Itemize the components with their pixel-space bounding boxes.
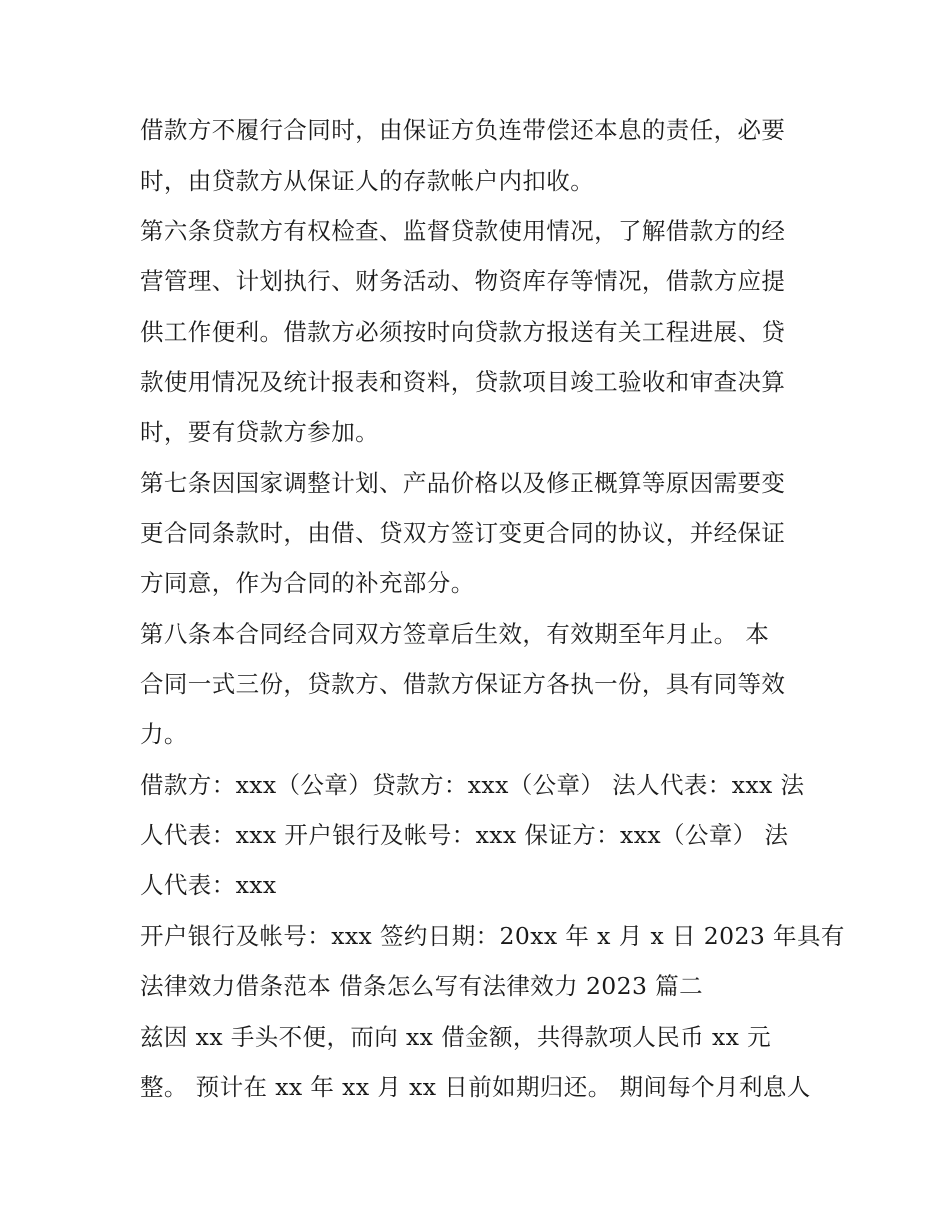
text-line: 人代表：xxx <box>140 871 277 899</box>
text-line: 时，由贷款方从保证人的存款帐户内扣收。 <box>140 167 595 195</box>
text-line: 第七条因国家调整计划、产品价格以及修正概算等原因需要变 <box>140 469 786 497</box>
text-line: 开户银行及帐号：xxx 签约日期：20xx 年 x 月 x 日 2023 年具有 <box>140 922 845 950</box>
text-line: 第六条贷款方有权检查、监督贷款使用情况，了解借款方的经 <box>140 217 786 245</box>
text-line: 兹因 xx 手头不便，而向 xx 借金额，共得款项人民币 xx 元 <box>140 1023 772 1051</box>
text-line: 法律效力借条范本 借条怎么写有法律效力 2023 篇二 <box>140 972 704 1000</box>
text-line: 借款方不履行合同时，由保证方负连带偿还本息的责任，必要 <box>140 116 786 144</box>
text-line: 方同意，作为合同的补充部分。 <box>140 569 475 597</box>
text-line: 供工作便利。借款方必须按时向贷款方报送有关工程进展、贷 <box>140 318 786 346</box>
text-line: 营管理、计划执行、财务活动、物资库存等情况，借款方应提 <box>140 267 786 295</box>
text-line: 时，要有贷款方参加。 <box>140 418 379 446</box>
text-line: 力。 <box>140 720 188 748</box>
text-line: 合同一式三份，贷款方、借款方保证方各执一份，具有同等效 <box>140 670 786 698</box>
text-line: 款使用情况及统计报表和资料，贷款项目竣工验收和审查决算 <box>140 368 786 396</box>
text-line: 人代表：xxx 开户银行及帐号：xxx 保证方：xxx（公章） 法 <box>140 821 789 849</box>
text-line: 更合同条款时，由借、贷双方签订变更合同的协议，并经保证 <box>140 519 786 547</box>
text-line: 借款方：xxx（公章）贷款方：xxx（公章） 法人代表：xxx 法 <box>140 771 805 799</box>
text-line: 整。 预计在 xx 年 xx 月 xx 日前如期归还。 期间每个月利息人 <box>140 1073 811 1101</box>
text-line: 第八条本合同经合同双方签章后生效，有效期至年月止。 本 <box>140 620 770 648</box>
